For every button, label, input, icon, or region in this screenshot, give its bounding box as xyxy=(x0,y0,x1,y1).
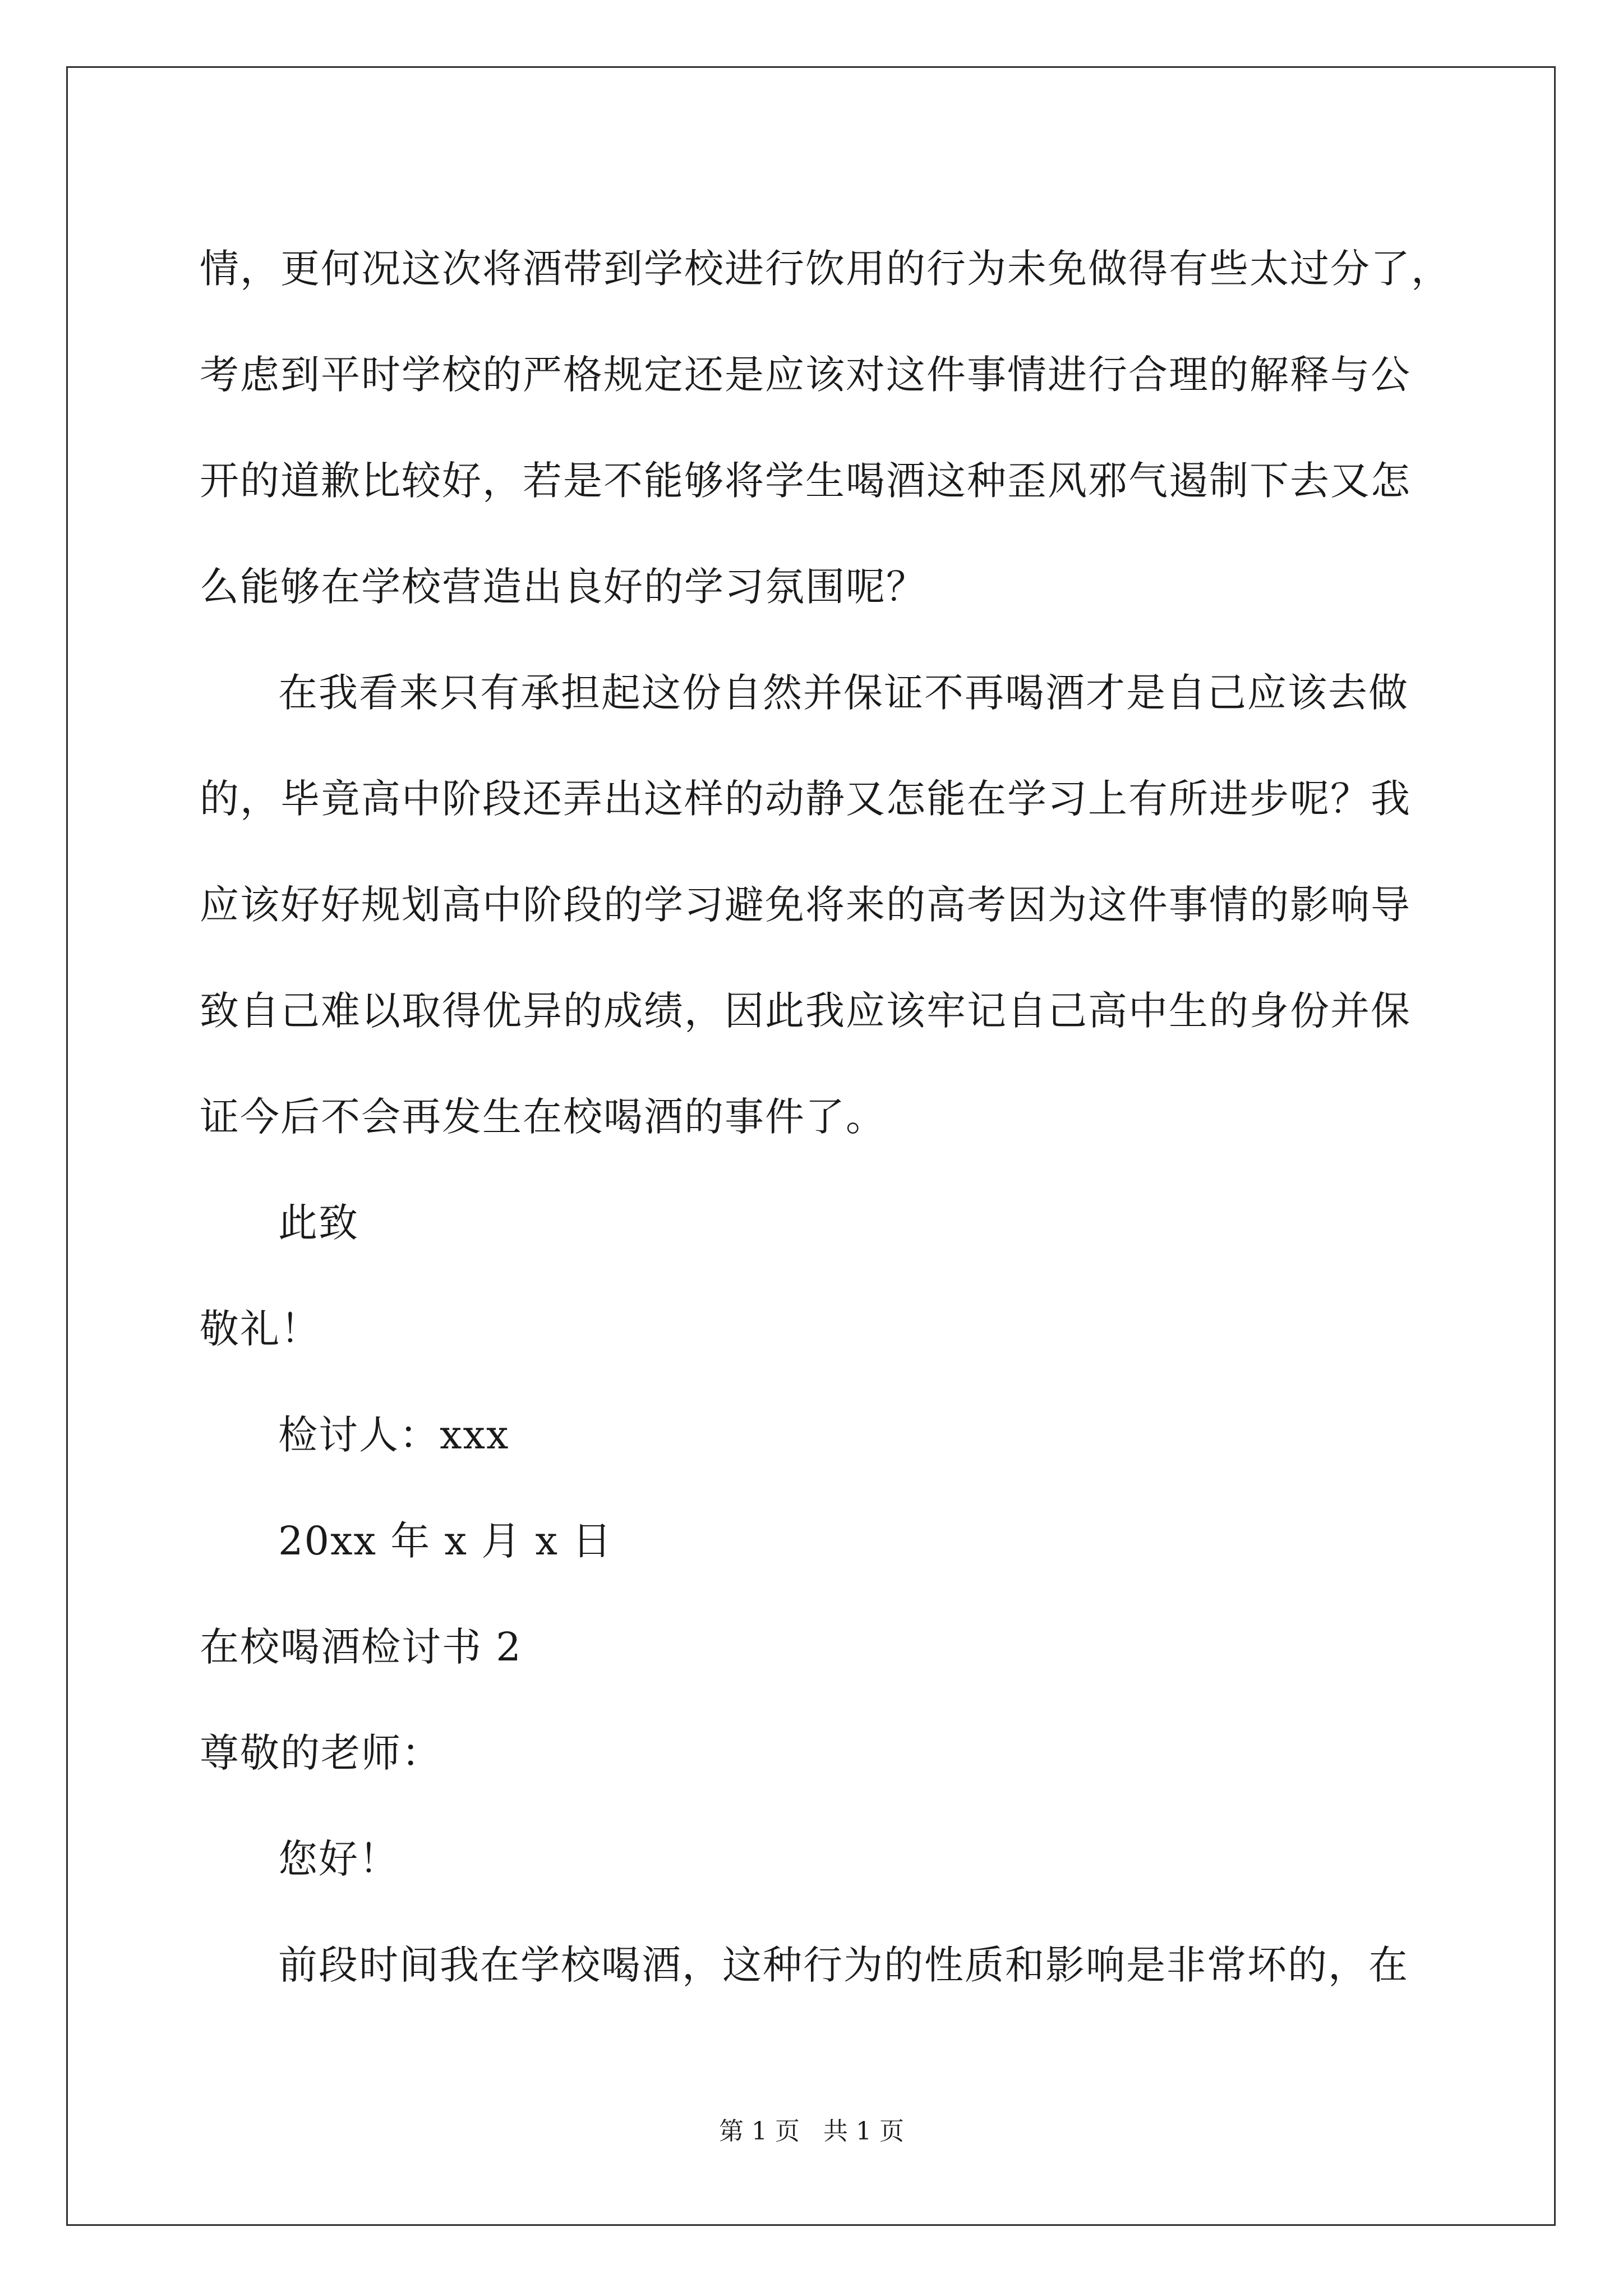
section-title: 在校喝酒检讨书 2 xyxy=(200,1624,522,1670)
paragraph-line: 么能够在学校营造出良好的学习氛围呢？ xyxy=(200,564,926,610)
date-text: 20xx 年 x 月 x 日 xyxy=(278,1518,613,1564)
greeting-text: 您好！ xyxy=(278,1836,399,1882)
page-footer: 第 1 页 共 1 页 xyxy=(719,2117,904,2146)
paragraph-line: 致自己难以取得优异的成绩，因此我应该牢记自己高中生的身份并保 xyxy=(200,988,1411,1034)
signer-text: 检讨人：xxx xyxy=(278,1412,510,1458)
paragraph-line: 在我看来只有承担起这份自然并保证不再喝酒才是自己应该去做 xyxy=(278,670,1409,716)
paragraph-line: 开的道歉比较好，若是不能够将学生喝酒这种歪风邪气遏制下去又怎 xyxy=(200,458,1411,504)
document-body xyxy=(200,216,1451,2018)
recipient-text: 尊敬的老师： xyxy=(200,1730,442,1776)
paragraph-line: 的，毕竟高中阶段还弄出这样的动静又怎能在学习上有所进步呢？我 xyxy=(200,776,1411,822)
paragraph-line: 考虑到平时学校的严格规定还是应该对这件事情进行合理的解释与公 xyxy=(200,352,1411,398)
paragraph-line: 证今后不会再发生在校喝酒的事件了。 xyxy=(200,1094,886,1140)
closing-text: 此致 xyxy=(278,1200,359,1246)
paragraph-line: 前段时间我在学校喝酒，这种行为的性质和影响是非常坏的，在 xyxy=(278,1942,1409,1988)
salute-text: 敬礼！ xyxy=(200,1306,321,1352)
paragraph-line: 应该好好规划高中阶段的学习避免将来的高考因为这件事情的影响导 xyxy=(200,882,1411,928)
paragraph-line: 情，更何况这次将酒带到学校进行饮用的行为未免做得有些太过分了， xyxy=(200,246,1451,292)
